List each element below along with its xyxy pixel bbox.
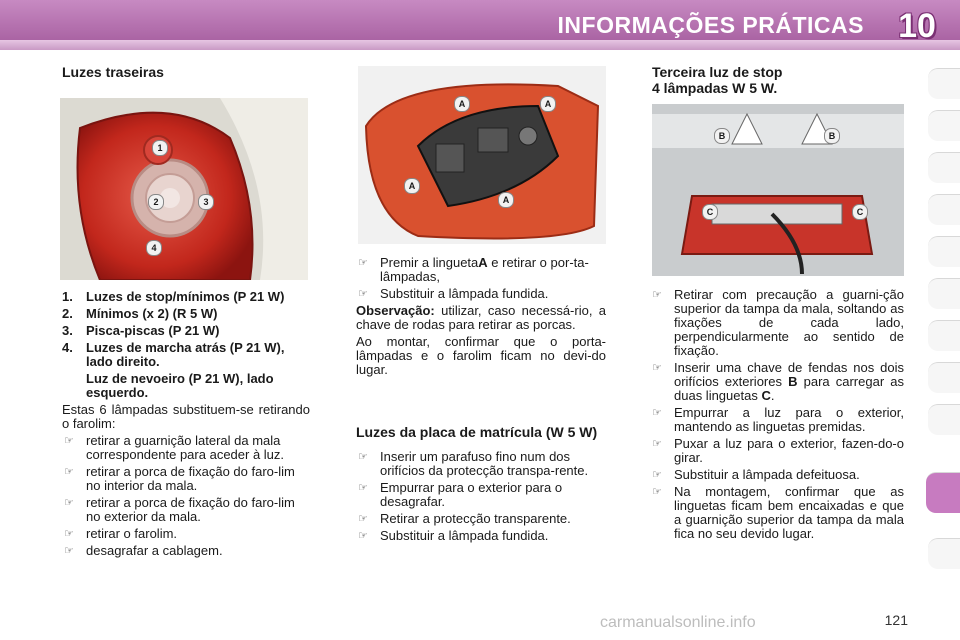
callout-4: 4 [146,240,162,256]
lamp-holder-text [356,256,606,380]
tail-light-illustration [60,98,308,280]
callout-a: A [404,178,420,194]
chapter-tab[interactable] [928,110,960,141]
third-stop-steps [650,288,904,541]
list-item: ☞ Inserir um parafuso fino num dos orifícios da protecção transpa-rente. [356,450,606,478]
list-item: ☞ retirar a porca de fixação do faro-lim no exterior da mala. [62,496,310,524]
list-item: ☞ Retirar a protecção transparente. [356,512,606,526]
callout-3: 3 [198,194,214,210]
list-item: ☞ Substituir a lâmpada fundida. [356,287,606,301]
header-band [0,40,960,50]
list-item: ☞ Substituir a lâmpada defeituosa. [650,468,904,482]
list-item: 2. Mínimos (x 2) (R 5 W) [62,306,218,321]
chapter-tab[interactable] [928,538,960,569]
watermark: carmanualsonline.info [600,614,756,631]
plate-steps [356,450,606,543]
chapter-tab[interactable] [928,152,960,183]
list-item: ☞ retirar o farolim. [62,527,310,541]
callout-2: 2 [148,194,164,210]
list-item: 3. Pisca-piscas (P 21 W) [62,323,220,338]
chapter-tab[interactable] [928,68,960,99]
column-rear-lights [62,64,310,80]
chapter-tab[interactable] [928,320,960,351]
chapter-badge [888,4,946,48]
plate-light-section [356,424,606,546]
list-item: ☞ desagrafar a cablagem. [62,544,310,558]
lamp-holder-illustration [358,66,606,244]
list-item: ☞ Substituir a lâmpada fundida. [356,529,606,543]
list-item: ☞ Puxar a luz para o exterior, fazen-do-o girar. [650,437,904,465]
intro-paragraph: Estas 6 lâmpadas substituem-se retirando o farolim: [62,402,310,431]
chapter-tab-active[interactable] [926,472,960,513]
chapter-tab[interactable] [928,362,960,393]
fog-light-note: Luz de nevoeiro (P 21 W), lado esquerdo. [86,371,274,400]
observation-paragraph: Observação: utilizar, caso necessá-rio, a chave de rodas para retirar as porcas. [356,303,606,332]
chapter-tab[interactable] [928,278,960,309]
list-item: 4. Luzes de marcha atrás (P 21 W), lado direito. [62,340,285,369]
callout-c: C [702,204,718,220]
list-item: ☞ Na montagem, confirmar que as linguetas ficam bem encaixadas e que a guarnição superior da tampa da mala fica no seu devido lugar. [650,485,904,541]
callout-b: B [714,128,730,144]
list-item: ☞ Empurrar para o exterior para o desagrafar. [356,481,606,509]
callout-1: 1 [152,140,168,156]
heading-rear-lights: Luzes traseiras [62,64,164,80]
mounting-paragraph: Ao montar, confirmar que o porta-lâmpadas e o farolim ficam no devi-do lugar. [356,334,606,377]
chapter-tab[interactable] [928,194,960,225]
chapter-tab[interactable] [928,404,960,435]
list-item: 1. Luzes de stop/mínimos (P 21 W) [62,289,285,304]
third-stop-photo [652,104,904,276]
list-item: ☞ retirar a porca de fixação do faro-lim no interior da mala. [62,465,310,493]
callout-a: A [454,96,470,112]
page-number: 121 [884,612,908,628]
chapter-number: 10 [898,7,936,45]
lamp-holder-photo [358,66,606,244]
callout-a: A [498,192,514,208]
bulb-list [62,290,310,369]
holder-steps [356,256,606,301]
list-item: ☞ Empurrar a luz para o exterior, mantendo as linguetas premidas. [650,406,904,434]
list-item: ☞ Premir a linguetaA e retirar o por-ta-lâmpadas, [356,256,606,284]
rear-light-photo [60,98,308,280]
steps-list [62,434,310,558]
list-item: ☞ retirar a guarnição lateral da mala correspondente para aceder à luz. [62,434,310,462]
heading-plate-lights: Luzes da placa de matrícula (W 5 W) [356,424,598,440]
callout-b: B [824,128,840,144]
rear-lights-text [62,290,310,561]
list-item: ☞ Inserir uma chave de fendas nos dois orifícios exteriores B para carregar as duas linguetas C. [650,361,904,403]
third-stop-heading [652,64,902,96]
heading-third-stop: Terceira luz de stop 4 lâmpadas W 5 W. [652,64,783,96]
chapter-tabs [928,68,960,578]
callout-a: A [540,96,556,112]
third-stop-text [650,288,904,544]
list-item: ☞ Retirar com precaução a guarni-ção superior da tampa da mala, soltando as fixações de cada lado, perpendicularmente ao sentido de fixação. [650,288,904,358]
callout-c: C [852,204,868,220]
stop-light-illustration [652,104,904,276]
section-title: INFORMAÇÕES PRÁTICAS [557,12,864,38]
chapter-tab[interactable] [928,236,960,267]
